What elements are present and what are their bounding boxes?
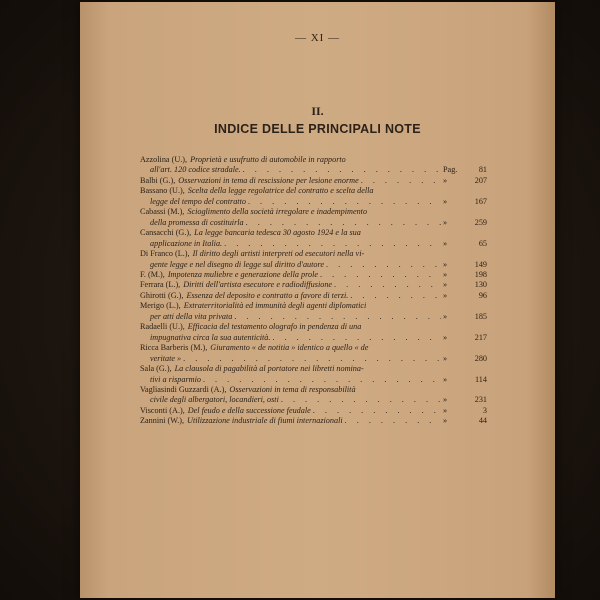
entry-page-number xyxy=(443,375,487,385)
page-value: 65 xyxy=(478,238,487,248)
entry-title: La legge bancaria tedesca 30 agosto 1924 e la sua xyxy=(194,228,361,238)
entry-title: per atti della vita privata xyxy=(150,311,233,321)
entry-page-number xyxy=(443,291,487,301)
page-value: 167 xyxy=(474,196,487,206)
dot-leader xyxy=(350,291,441,301)
page-value: 149 xyxy=(474,259,487,269)
page-prefix: » xyxy=(443,259,448,269)
dot-leader xyxy=(334,280,441,290)
index-heading: INDICE DELLE PRINCIPALI NOTE xyxy=(214,122,421,136)
entry-author: Di Franco (L.), xyxy=(140,249,190,259)
index-entry-line xyxy=(140,155,487,165)
dot-leader xyxy=(361,176,441,186)
page-value: 280 xyxy=(474,353,487,363)
entry-author: Merigo (L.), xyxy=(140,301,181,311)
entry-page-number xyxy=(443,270,487,280)
index-entry-line xyxy=(140,291,487,301)
entry-title: Efficacia del testamento olografo in pendenza di una xyxy=(187,322,362,332)
index-entry-line xyxy=(140,249,487,259)
dot-leader xyxy=(326,260,441,270)
index-entry-line xyxy=(140,333,487,343)
page-prefix: » xyxy=(443,416,448,426)
index-entry xyxy=(140,364,487,385)
index-entry-line xyxy=(140,301,487,311)
index-entry xyxy=(140,207,487,228)
book-page xyxy=(80,2,555,598)
entry-title: tivi a risparmio xyxy=(150,374,201,384)
page-value: 96 xyxy=(478,290,487,300)
index-entry xyxy=(140,343,487,364)
page-number: — XI — xyxy=(294,32,341,44)
entry-title: Proprietà e usufrutto di automobile in rapporto xyxy=(190,155,346,164)
dot-leader xyxy=(248,197,441,207)
dot-leader xyxy=(203,375,441,385)
entry-page-number xyxy=(443,239,487,249)
entry-page-number xyxy=(443,197,487,207)
entry-page-number xyxy=(443,395,487,405)
index-entry xyxy=(140,291,487,301)
index-entry xyxy=(140,249,487,270)
index-entry-line xyxy=(140,406,487,416)
page-value: 259 xyxy=(474,217,487,227)
entry-author: Bassano (U.), xyxy=(140,186,185,196)
page-value: 217 xyxy=(474,332,487,342)
dot-leader xyxy=(246,218,441,228)
dot-leader xyxy=(345,416,441,426)
entry-page-number xyxy=(443,312,487,322)
page-prefix: Pag. xyxy=(443,165,458,175)
entry-title: Impotenza muliebre e generazione della prole xyxy=(167,269,318,279)
entry-title: Scelta della legge regolatrice del contratto e scelta della xyxy=(187,186,374,196)
entry-author: Visconti (A.), xyxy=(140,405,185,415)
index-entry xyxy=(140,186,487,207)
page-prefix: » xyxy=(443,374,448,384)
index-entry-line xyxy=(140,375,487,385)
entry-author: Ricca Barberis (M.), xyxy=(140,343,208,353)
page-prefix: » xyxy=(443,217,448,227)
entry-title: all'art. 120 codice stradale. xyxy=(150,165,241,175)
index-entry xyxy=(140,270,487,280)
entry-title: Osservazioni in tema di rescissione per lesione enorme xyxy=(178,175,359,185)
entry-title: veritate » xyxy=(150,353,182,363)
entry-title: Essenza del deposito e contratto a favore di terzi. xyxy=(186,290,349,300)
index-entry-line xyxy=(140,260,487,270)
entry-page-number xyxy=(443,354,487,364)
index-entry-line xyxy=(140,197,487,207)
entry-page-number xyxy=(443,406,487,416)
entry-title: Del feudo e della successione feudale xyxy=(187,405,311,415)
page-prefix: » xyxy=(443,311,448,321)
dot-leader xyxy=(183,354,441,364)
entry-title: Il diritto degli artisti interpreti od esecutori nella vi- xyxy=(192,249,365,259)
dot-leader xyxy=(272,333,441,343)
page-prefix: » xyxy=(443,175,448,185)
page-prefix: » xyxy=(443,238,448,248)
index-entry-line xyxy=(140,165,487,175)
entry-title: applicazione in Italia. xyxy=(150,238,223,248)
index-entry xyxy=(140,176,487,186)
entry-title: Diritti dell'artista esecutore e radiodiffusione xyxy=(183,280,333,290)
entry-author: Radaelli (U.), xyxy=(140,322,185,332)
index-entry-line xyxy=(140,395,487,405)
entry-title: impugnativa circa la sua autenticità. xyxy=(150,332,271,342)
index-entry-line xyxy=(140,385,487,395)
index-entry-line xyxy=(140,280,487,290)
dot-leader xyxy=(281,395,441,405)
entry-title: legge del tempo del contratto xyxy=(150,196,246,206)
index-entry xyxy=(140,155,487,176)
index-entries xyxy=(140,155,487,427)
page-prefix: » xyxy=(443,290,448,300)
entry-page-number xyxy=(443,165,487,175)
entry-page-number xyxy=(443,176,487,186)
page-value: 198 xyxy=(474,269,487,279)
page-value: 207 xyxy=(474,175,487,185)
page-value: 231 xyxy=(474,395,487,405)
index-entry-line xyxy=(140,322,487,332)
index-entry-line xyxy=(140,239,487,249)
entry-author: Zannini (W.), xyxy=(140,416,185,426)
page-value: 44 xyxy=(478,416,487,426)
entry-page-number xyxy=(443,280,487,290)
index-entry xyxy=(140,406,487,416)
page-prefix: » xyxy=(443,353,448,363)
entry-author: Cansacchi (G.), xyxy=(140,228,192,238)
index-entry xyxy=(140,301,487,322)
page-value: 130 xyxy=(474,280,487,290)
entry-title: della promessa di costituirla xyxy=(150,217,244,227)
entry-title: Giuramento « de notitia » identico a quello « de xyxy=(210,343,369,353)
dot-leader xyxy=(234,312,441,322)
index-entry-line xyxy=(140,343,487,353)
entry-title: Scioglimento della società irregolare e inadempimento xyxy=(187,207,368,217)
page-value: 81 xyxy=(478,165,487,175)
index-entry xyxy=(140,280,487,290)
entry-author: Vagliasindi Guzzardi (A.), xyxy=(140,384,227,394)
page-prefix: » xyxy=(443,280,448,290)
index-entry xyxy=(140,385,487,406)
dot-leader xyxy=(320,270,441,280)
dot-leader xyxy=(243,165,441,175)
entry-author: Cabassi (M.), xyxy=(140,207,185,217)
page-prefix: » xyxy=(443,269,448,279)
index-entry xyxy=(140,322,487,343)
entry-author: Sala (G.), xyxy=(140,364,172,374)
dot-leader xyxy=(224,239,441,249)
page-value: 114 xyxy=(475,374,487,384)
index-entry-line xyxy=(140,312,487,322)
entry-author: F. (M.), xyxy=(140,269,165,279)
index-entry-line xyxy=(140,416,487,426)
section-number: II. xyxy=(311,104,324,118)
entry-title: Utilizzazione industriale di fiumi internazionali xyxy=(187,416,343,426)
index-entry-line xyxy=(140,186,487,196)
entry-title: gente legge e nel disegno di legge sul diritto d'autore xyxy=(150,259,325,269)
dot-leader xyxy=(313,406,441,416)
entry-title: civile degli albergatori, locandieri, osti xyxy=(150,395,279,405)
page-prefix: » xyxy=(443,196,448,206)
entry-title: Extraterritorialità ed immunità degli agenti diplomatici xyxy=(183,301,367,311)
index-entry-line xyxy=(140,176,487,186)
entry-author: Azzolina (U.), xyxy=(140,155,188,164)
entry-author: Ghirotti (G.), xyxy=(140,290,184,300)
entry-author: Ferrara (L.), xyxy=(140,280,181,290)
page-prefix: » xyxy=(443,332,448,342)
entry-page-number xyxy=(443,333,487,343)
entry-author: Balbi (G.), xyxy=(140,175,176,185)
page-prefix: » xyxy=(443,395,448,405)
entry-title: La clausola di pagabilità al portatore nei libretti nomina- xyxy=(174,364,364,374)
index-entry xyxy=(140,416,487,426)
page-prefix: » xyxy=(443,405,448,415)
page-value: 3 xyxy=(482,405,487,415)
index-entry-line xyxy=(140,218,487,228)
index-entry-line xyxy=(140,354,487,364)
entry-page-number xyxy=(443,218,487,228)
index-entry-line xyxy=(140,207,487,217)
entry-page-number xyxy=(443,416,487,426)
index-entry-line xyxy=(140,228,487,238)
index-entry-line xyxy=(140,270,487,280)
index-entry-line xyxy=(140,364,487,374)
entry-title: Osservazioni in tema di responsabilità xyxy=(229,384,356,394)
page-value: 185 xyxy=(474,311,487,321)
entry-page-number xyxy=(443,260,487,270)
index-entry xyxy=(140,228,487,249)
